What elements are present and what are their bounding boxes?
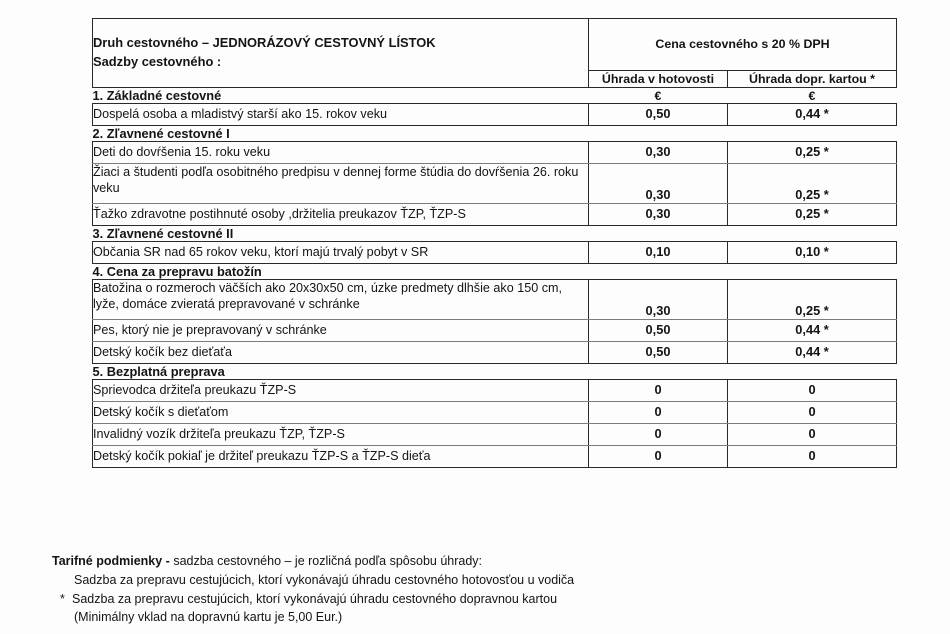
row-price-cash: 0	[589, 446, 728, 468]
section-caption-3: 3. Zľavnené cestovné II	[92, 226, 234, 242]
footnote-asterisk-marker: *	[60, 591, 65, 606]
note-line-2: Sadzba za prepravu cestujúcich, ktorí vykonávajú úhradu cestovného hotovosťou u vodiča	[74, 572, 575, 587]
table-row	[93, 164, 897, 204]
row-price-cash: 0,10	[589, 242, 728, 264]
section-caption-4: 4. Cena za prepravu batožín	[92, 264, 262, 280]
table-row	[93, 424, 897, 446]
section-caption-row	[93, 264, 897, 280]
section-caption-5: 5. Bezplatná preprava	[92, 364, 225, 380]
section-caption-row	[93, 88, 897, 104]
note-line-3-text: Sadzba za prepravu cestujúcich, ktorí vykonávajú úhradu cestovného dopravnou kartou	[72, 591, 558, 606]
row-price-card: 0,25 *	[728, 204, 897, 226]
row-price-cash: 0	[589, 380, 728, 402]
row-price-card: 0	[728, 424, 897, 446]
row-description: Žiaci a študenti podľa osobitného predpisu v dennej forme štúdia do dovŕšenia 26. roku veku	[93, 164, 589, 204]
row-price-card: 0	[728, 402, 897, 424]
row-price-cash: 0,50	[589, 320, 728, 342]
header-title-line2: Sadzby cestovného :	[93, 54, 222, 70]
row-price-card: 0,44 *	[728, 320, 897, 342]
row-price-card: 0,25 *	[728, 164, 897, 204]
row-price-card: 0,25 *	[728, 142, 897, 164]
tariff-conditions-notes	[52, 552, 912, 627]
row-description: Detský kočík bez dieťaťa	[93, 342, 589, 364]
row-price-cash: 0,50	[589, 104, 728, 126]
table-row	[93, 320, 897, 342]
column-header-cash: Úhrada v hotovosti	[589, 71, 728, 88]
tariff-table	[92, 18, 897, 468]
row-description: Ťažko zdravotne postihnuté osoby ,držitelia preukazov ŤZP, ŤZP-S	[93, 204, 589, 226]
note-line-4: (Minimálny vklad na dopravnú kartu je 5,00 Eur.)	[74, 610, 343, 625]
note-line-1	[52, 552, 912, 571]
currency-symbol-cash: €	[654, 88, 662, 103]
note-lead-rest: sadzba cestovného – je rozličná podľa spôsobu úhrady:	[169, 554, 483, 568]
row-price-card: 0,25 *	[728, 280, 897, 320]
header-title-line1: Druh cestovného – JEDNORÁZOVÝ CESTOVNÝ LÍSTOK	[93, 35, 436, 51]
table-header-row	[93, 19, 897, 71]
price-group-header: Cena cestovného s 20 % DPH	[589, 19, 897, 71]
row-price-cash: 0,30	[589, 164, 728, 204]
row-price-card: 0	[728, 380, 897, 402]
row-price-card: 0,44 *	[728, 342, 897, 364]
table-row	[93, 142, 897, 164]
row-price-cash: 0,30	[589, 280, 728, 320]
row-description: Dospelá osoba a mladistvý starší ako 15. rokov veku	[93, 104, 589, 126]
row-description: Deti do dovŕšenia 15. roku veku	[93, 142, 589, 164]
row-description: Sprievodca držiteľa preukazu ŤZP-S	[93, 380, 589, 402]
table-row	[93, 242, 897, 264]
table-row	[93, 342, 897, 364]
table-row	[93, 204, 897, 226]
row-description: Detský kočík s dieťaťom	[93, 402, 589, 424]
table-row	[93, 280, 897, 320]
column-header-card: Úhrada dopr. kartou *	[728, 71, 897, 88]
table-row	[93, 104, 897, 126]
table-row	[93, 380, 897, 402]
row-price-cash: 0,50	[589, 342, 728, 364]
row-description: Batožina o rozmeroch väčších ako 20x30x50 cm, úzke predmety dlhšie ako 150 cm, lyže, domáce zvieratá prepravované v schránke	[93, 280, 589, 320]
section-caption-1: 1. Základné cestovné	[92, 88, 222, 104]
header-title-cell	[93, 19, 589, 88]
row-price-card: 0,44 *	[728, 104, 897, 126]
section-caption-row	[93, 226, 897, 242]
section-caption-row	[93, 364, 897, 380]
row-price-card: 0	[728, 446, 897, 468]
row-price-cash: 0,30	[589, 142, 728, 164]
row-description: Invalidný vozík držiteľa preukazu ŤZP, ŤZP-S	[93, 424, 589, 446]
note-line-3	[52, 590, 912, 609]
row-description: Občania SR nad 65 rokov veku, ktorí majú trvalý pobyt v SR	[93, 242, 589, 264]
row-price-cash: 0,30	[589, 204, 728, 226]
currency-symbol-card: €	[808, 88, 816, 103]
row-price-cash: 0	[589, 402, 728, 424]
table-row	[93, 402, 897, 424]
note-lead-label: Tarifné podmienky -	[52, 554, 170, 568]
table-row	[93, 446, 897, 468]
row-description: Pes, ktorý nie je prepravovaný v schránke	[93, 320, 589, 342]
section-caption-row	[93, 126, 897, 142]
row-price-cash: 0	[589, 424, 728, 446]
row-price-card: 0,10 *	[728, 242, 897, 264]
row-description: Detský kočík pokiaľ je držiteľ preukazu ŤZP-S a ŤZP-S dieťa	[93, 446, 589, 468]
section-caption-2: 2. Zľavnené cestovné I	[92, 126, 230, 142]
